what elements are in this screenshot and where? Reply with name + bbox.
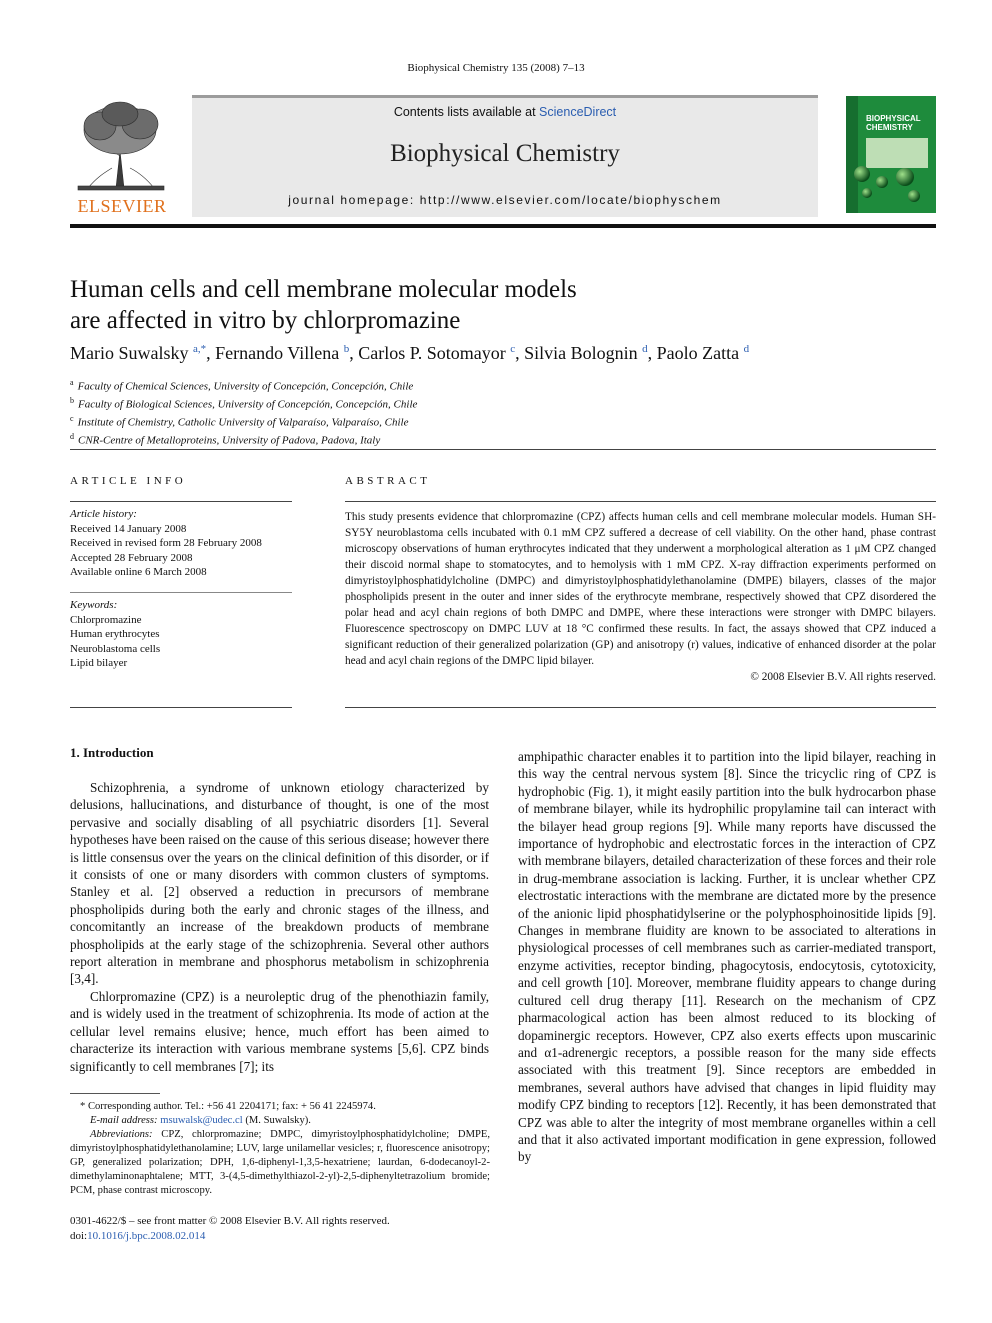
article-info-rule: [70, 501, 292, 502]
journal-citation: Biophysical Chemistry 135 (2008) 7–13: [407, 62, 585, 74]
history-item: Received in revised form 28 February 2008: [70, 537, 262, 549]
affiliation-text: Faculty of Chemical Sciences, University of Concepción, Concepción, Chile: [77, 380, 414, 393]
author-name[interactable]: Carlos P. Sotomayor: [358, 343, 506, 363]
abstract-heading: ABSTRACT: [345, 475, 431, 487]
history-item: Available online 6 March 2008: [70, 566, 207, 578]
author-affil-sup[interactable]: d: [642, 343, 648, 355]
journal-homepage[interactable]: journal homepage: http://www.elsevier.com/locate/biophyschem: [288, 193, 722, 207]
intro-right-column: [518, 748, 936, 1166]
abstract-body: [345, 509, 936, 685]
elsevier-wordmark: ELSEVIER: [77, 196, 167, 216]
affiliation-sup: d: [70, 432, 74, 442]
author-list: Mario Suwalsky $^{a,*}$, Fernando Villena $^b$, Carlos P. Sotomayor $^c$, Silvia Bolognin $^d$, Paolo Zatta $^d$: [70, 343, 750, 363]
abbreviations-note: [70, 1128, 490, 1198]
journal-name: Biophysical Chemistry: [390, 140, 620, 167]
abstract-text: This study presents evidence that chlorpromazine (CPZ) affects human cells and cell membrane molecular models. Human SH-SY5Y neuroblastoma cells incubated with 0.1 mM CPZ suffered a decrease of cell viability. On the other hand, phase contrast microscopy observations of human erythrocytes indicated that they underwent a morphological alteration as 1 μM CPZ changed their discoid normal shape to stomatocytes, and to hemolysis with 1 mM CPZ. X-ray diffraction experiments performed on dimyristoylphosphatidylcholine (DMPC) and dimyristoylphosphatidylethanolamine (DMPE) bilayers, classes of the major phospholipids present in the outer and inner sides of the erythrocyte membrane, respectively showed that CPZ disordered the polar head and acyl chain regions of both DMPC and DMPE, where these interactions were stronger with DMPC bilayers. Fluorescence spectroscopy on DMPC LUV at 18 °C confirmed these results. In fact, the assays showed that CPZ induced a significant reduction of their generalized polarization (GP) and anisotropy (r) values, indicative of enhanced disorder at the polar head and acyl chain regions of the DMPC lipid bilayer.: [345, 511, 936, 667]
cover-panel: [866, 138, 928, 168]
abstract-copyright: © 2008 Elsevier B.V. All rights reserved.: [750, 671, 936, 683]
author-name[interactable]: Mario Suwalsky: [70, 343, 189, 363]
cover-sphere: [908, 190, 920, 202]
history-item: Accepted 28 February 2008: [70, 551, 193, 564]
keyword: Chlorpromazine: [70, 613, 142, 626]
journal-cover-thumbnail: [846, 96, 936, 213]
affiliation: [70, 412, 770, 430]
intro-paragraph-continued: amphipathic character enables it to partition into the lipid bilayer, reaching in this way the central nervous system [8]. Since the tricyclic ring of CPZ is hydrophobic (Fig. 1), it might easily partition into the bulk hydrocarbon phase of membrane bilayer, while its hydrophilic propylamine tail can interact with the bilayer head group regions [9]. While many reports have discussed the importance of hydrophobic and electrostatic forces in the interaction of CPZ with membrane bilayers, detailed characterization of these forces and their role in drug-membrane association is lacking. Further, it is unclear whether CPZ electrostatic interactions with the membrane are dictated more by the presence of the anionic lipid phosphatidylserine or the polyphosphoinositide lipids [9]. Changes in membrane fluidity are known to be associated to alterations in physiological processes of cell membranes such as carrier-mediated transport, enzyme activities, receptor binding, phagocytosis, endocytosis, cytotoxicity, and cell growth [10]. Moreover, membrane fluidity appears to change during cultured cell drug therapy [11]. Research on the mechanism of CPZ pharmacological action has been almost reduced to its blocking of dopaminergic receptors. However, CPZ also exerts effects upon muscarinic and α1-adrenergic receptors, a possible reason for the many side effects associated with this treatment [9]. Since receptors are embedded in membranes, several authors have advised that changes in lipid fluidity may modify CPZ binding to receptors [12]. Recently, it has been demonstrated that CPZ was able to alter the integrity of most membrane organelles within a cell and that it also activated important modification in gene expression, followed by: [518, 749, 936, 1165]
affiliation: [70, 394, 770, 412]
affiliation-text: Faculty of Biological Sciences, University of Concepción, Concepción, Chile: [78, 398, 418, 411]
section-heading-introduction: 1. Introduction: [70, 745, 154, 760]
article-info-heading: ARTICLE INFO: [70, 475, 187, 487]
author-affil-sup[interactable]: b: [343, 343, 350, 355]
author-name[interactable]: Paolo Zatta: [656, 343, 740, 363]
contents-prefix: Contents lists available at: [393, 105, 540, 119]
history-label: Article history:: [70, 508, 137, 520]
author-affil-sup[interactable]: a,*: [193, 343, 207, 355]
front-matter-info: [70, 1214, 390, 1243]
author-name[interactable]: Silvia Bolognin: [524, 343, 638, 363]
header-rule: [70, 224, 936, 228]
article-history: [70, 507, 292, 580]
keywords: [70, 598, 292, 671]
keyword: Human erythrocytes: [70, 628, 160, 640]
doi-link[interactable]: 10.1016/j.bpc.2008.02.014: [87, 1229, 206, 1242]
email-note: [70, 1114, 490, 1128]
intro-paragraph-1: Schizophrenia, a syndrome of unknown etiology characterized by delusions, hallucinations, and disturbance of thought, is one of the most pervasive and socially disabling of all psychiatric disorders [1]. Several hypotheses have been raised on the cause of this serious disease; however there is little consensus over the years on the clinical definition of this disorder, or if it consists of one or many disorders with common clusters of symptoms. Stanley et al. [2] observed a reduction in precursors of membrane phospholipids during both the early and chronic stages of the illness, and concomitantly an increase of the breakdown products of membrane phospholipids at the early stage of the schizophrenia. Several other authors report alteration in membrane and phosphorus metabolism in schizophrenia [3,4].: [70, 780, 489, 987]
affiliation: [70, 430, 770, 448]
keyword: Lipid bilayer: [70, 657, 128, 669]
footnotes: [70, 1100, 490, 1198]
article-title: [70, 274, 830, 336]
doi-line: [70, 1229, 390, 1244]
author-affil-sup[interactable]: c: [510, 343, 516, 355]
title-line2: are affected in vitro by chlorpromazine: [70, 307, 461, 334]
intro-left-column: [70, 779, 489, 1075]
cover-sphere: [862, 188, 872, 198]
affiliation-text: CNR-Centre of Metalloproteins, University of Padova, Padova, Italy: [78, 435, 381, 448]
abbreviations-label: Abbreviations:: [90, 1129, 153, 1140]
email-suffix: (M. Suwalsky).: [245, 1115, 311, 1126]
cover-sphere: [876, 176, 888, 188]
cover-title-line2: CHEMISTRY: [866, 123, 913, 132]
affiliation-list: [70, 376, 770, 449]
abbreviations-text: CPZ, chlorpromazine; DMPC, dimyristoylphosphatidylcholine; DMPE, dimyristoylphosphatidylethanolamine; LUV, large unilamellar vesicles; r, fluorescence anisotropy; GP, generalized polarization; DPH, 1,6-diphenyl-1,3,5-hexatriene; laurdan, 6-dodecanoyl-2-dimethylaminonaphtalene; MTT, 3-(4,5-dimethylthiazol-2-yl)-2,5-diphenyltetrazolium bromide; PCM, phase contrast microscopy.: [70, 1129, 490, 1196]
affiliation: [70, 376, 770, 394]
affiliation-sup: a: [70, 378, 74, 387]
doi-label: doi:: [70, 1229, 88, 1242]
email-link[interactable]: msuwalsk@udec.cl: [160, 1115, 243, 1126]
cover-sphere: [896, 168, 914, 186]
cover-strip: [846, 96, 858, 213]
affiliation-sup: c: [70, 414, 74, 424]
intro-paragraph-2: Chlorpromazine (CPZ) is a neuroleptic drug of the phenothiazin family, and is widely used in the treatment of schizophrenia. Its mode of action at the cellular level remains elusive; hence, much effort has been aimed to characterize its interaction with various membrane systems [5,6]. CPZ binds significantly to cell membranes [7]; its: [70, 988, 489, 1074]
sciencedirect-link[interactable]: ScienceDirect: [539, 105, 617, 119]
abstract-rule: [345, 501, 936, 502]
cover-title: [866, 114, 921, 132]
contents-line: [192, 105, 818, 119]
corresponding-author-note: * Corresponding author. Tel.: +56 41 2204171; fax: + 56 41 2245974.: [80, 1101, 376, 1112]
email-label: E-mail address:: [90, 1115, 158, 1126]
affiliation-text: Institute of Chemistry, Catholic University of Valparaíso, Valparaíso, Chile: [77, 416, 409, 429]
keywords-rule: [70, 592, 292, 593]
title-line1: Human cells and cell membrane molecular models: [70, 276, 577, 303]
footnote-rule: [70, 1093, 160, 1094]
cover-sphere: [854, 166, 870, 182]
cover-title-line1: BIOPHYSICAL: [866, 114, 921, 123]
keywords-label: Keywords:: [70, 599, 118, 611]
keyword: Neuroblastoma cells: [70, 642, 161, 655]
issn-line: 0301-4622/$ – see front matter © 2008 Elsevier B.V. All rights reserved.: [70, 1215, 390, 1227]
abstract-bottom-rule: [345, 707, 936, 708]
author-name[interactable]: Fernando Villena: [215, 343, 340, 363]
journal-banner: [192, 95, 818, 217]
affiliation-sup: b: [70, 396, 74, 406]
history-item: Received 14 January 2008: [70, 522, 187, 535]
affiliation-rule: [70, 449, 936, 450]
author-affil-sup[interactable]: d: [743, 343, 750, 355]
article-info-bottom-rule: [70, 707, 292, 708]
